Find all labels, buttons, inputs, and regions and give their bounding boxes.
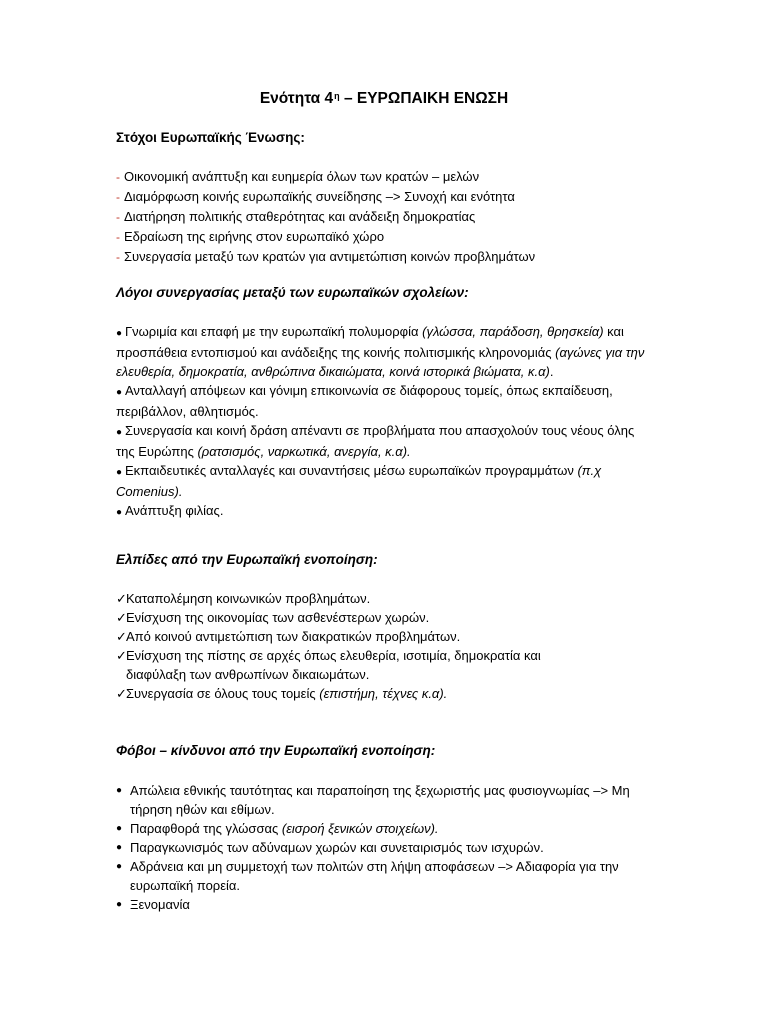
list-item	[116, 838, 656, 857]
list-item-italic: (εισροή ξενικών στοιχείων).	[281, 821, 439, 836]
list-item-text: Παραγκωνισμός των αδύναμων χωρών και συνεταιρισμός των ισχυρών.	[130, 840, 544, 855]
dash-marker: -	[116, 250, 120, 264]
checkmark-icon: ✓	[116, 648, 127, 663]
page-title	[0, 88, 768, 110]
bullet-marker: ●	[116, 899, 123, 910]
list-item-italic: (ρατσισμός, ναρκωτικά, ανεργία, κ.α).	[197, 444, 411, 459]
section-heading-goals: Στόχοι Ευρωπαϊκής Ένωσης:	[116, 130, 305, 145]
list-item-text: Εδραίωση της ειρήνης στον ευρωπαϊκό χώρο	[124, 229, 385, 244]
list-item-text: .	[549, 364, 554, 379]
list-item-text: Ανταλλαγή απόψεων και γόνιμη επικοινωνία σε διάφορους τομείς, όπως εκπαίδευση, περιβάλλον, αθλητισμός.	[116, 383, 613, 419]
goals-list	[116, 167, 535, 267]
bullet-marker: ●	[116, 842, 123, 853]
section-heading-fears: Φόβοι – κίνδυνοι από την Ευρωπαϊκή ενοποίηση:	[116, 743, 436, 758]
list-item	[116, 501, 646, 522]
list-item-italic: (π.χ Comenius).	[116, 463, 602, 499]
bullet-marker: ●	[116, 861, 123, 872]
list-item-continuation: διαφύλαξη των ανθρωπίνων δικαιωμάτων.	[126, 667, 370, 682]
list-item-text: Ξενομανία	[130, 897, 190, 912]
list-item	[116, 247, 535, 267]
bullet-marker: ●	[116, 507, 123, 518]
list-item-text: Οικονομική ανάπτυξη και ευημερία όλων των κρατών – μελών	[124, 169, 480, 184]
bullet-marker: ●	[116, 467, 123, 478]
section-heading-reasons: Λόγοι συνεργασίας μεταξύ των ευρωπαϊκών σχολείων:	[116, 285, 469, 300]
title-superscript: η	[334, 91, 340, 101]
list-item	[116, 781, 656, 819]
list-item	[116, 819, 656, 838]
list-item-text: Ενίσχυση της οικονομίας των ασθενέστερων χωρών.	[126, 610, 430, 625]
list-item	[116, 381, 646, 421]
title-rest: – ΕΥΡΩΠΑΙΚΗ ΕΝΩΣΗ	[339, 90, 509, 107]
list-item	[116, 895, 656, 914]
list-item-text: Συνεργασία και κοινή δράση απέναντι σε προβλήματα που απασχολούν τους νέους όλης της Ευρώπης	[116, 423, 635, 459]
list-item-italic: (γλώσσα, παράδοση, θρησκεία)	[422, 324, 604, 339]
list-item-text: και προσπάθεια εντοπισμού και ανάδειξης της κοινής πολιτισμικής κληρονομιάς	[116, 324, 624, 360]
list-item-text: Αδράνεια και μη συμμετοχή των πολιτών στη λήψη αποφάσεων –> Αδιαφορία για την ευρωπαϊκή πορεία.	[130, 859, 619, 893]
dash-marker: -	[116, 170, 120, 184]
list-item-text: Διατήρηση πολιτικής σταθερότητας και ανάδειξη δημοκρατίας	[124, 209, 476, 224]
checkmark-icon: ✓	[116, 686, 127, 701]
list-item-text: Διαμόρφωση κοινής ευρωπαϊκής συνείδησης –> Συνοχή και ενότητα	[124, 189, 515, 204]
dash-marker: -	[116, 210, 120, 224]
list-item	[116, 589, 541, 608]
list-item	[116, 207, 535, 227]
list-item	[116, 646, 541, 684]
bullet-marker: ●	[116, 387, 123, 398]
list-item-text: Απώλεια εθνικής ταυτότητας και παραποίηση της ξεχωριστής μας φυσιογνωμίας –> Μη τήρηση ηθών και εθίμων.	[130, 783, 630, 817]
list-item-text: Συνεργασία μεταξύ των κρατών για αντιμετώπιση κοινών προβλημάτων	[124, 249, 536, 264]
section-heading-hopes: Ελπίδες από την Ευρωπαϊκή ενοποίηση:	[116, 552, 378, 567]
list-item	[116, 684, 541, 703]
bullet-marker: ●	[116, 785, 123, 796]
list-item-italic: (επιστήμη, τέχνες κ.α).	[319, 686, 448, 701]
list-item-text: Καταπολέμηση κοινωνικών προβλημάτων.	[126, 591, 371, 606]
bullet-marker: ●	[116, 328, 123, 339]
list-item-italic: (αγώνες για την ελευθερία, δημοκρατία, ανθρώπινα δικαιώματα, κοινά ιστορικά βιώματα, κ.α)	[116, 345, 645, 379]
fears-list	[116, 781, 656, 914]
list-item	[116, 461, 646, 501]
bullet-marker: ●	[116, 823, 123, 834]
checkmark-icon: ✓	[116, 629, 127, 644]
list-item-text: Εκπαιδευτικές ανταλλαγές και συναντήσεις μέσω ευρωπαϊκών προγραμμάτων	[125, 463, 578, 478]
list-item	[116, 227, 535, 247]
reasons-list	[116, 322, 646, 522]
list-item	[116, 627, 541, 646]
title-main: Ενότητα 4	[259, 90, 334, 107]
hopes-list	[116, 589, 541, 703]
checkmark-icon: ✓	[116, 610, 127, 625]
list-item-text: Γνωριμία και επαφή με την ευρωπαϊκή πολυμορφία	[125, 324, 423, 339]
list-item	[116, 322, 646, 381]
bullet-marker: ●	[116, 427, 123, 438]
list-item-text: Παραφθορά της γλώσσας	[130, 821, 282, 836]
list-item	[116, 857, 656, 895]
list-item	[116, 608, 541, 627]
list-item-text: Ανάπτυξη φιλίας.	[125, 503, 224, 518]
list-item	[116, 167, 535, 187]
list-item	[116, 421, 646, 461]
list-item-text: Από κοινού αντιμετώπιση των διακρατικών προβλημάτων.	[126, 629, 461, 644]
list-item	[116, 187, 535, 207]
checkmark-icon: ✓	[116, 591, 127, 606]
dash-marker: -	[116, 230, 120, 244]
list-item-text: Ενίσχυση της πίστης σε αρχές όπως ελευθερία, ισοτιμία, δημοκρατία και	[126, 648, 541, 663]
dash-marker: -	[116, 190, 120, 204]
list-item-text: Συνεργασία σε όλους τους τομείς	[126, 686, 320, 701]
